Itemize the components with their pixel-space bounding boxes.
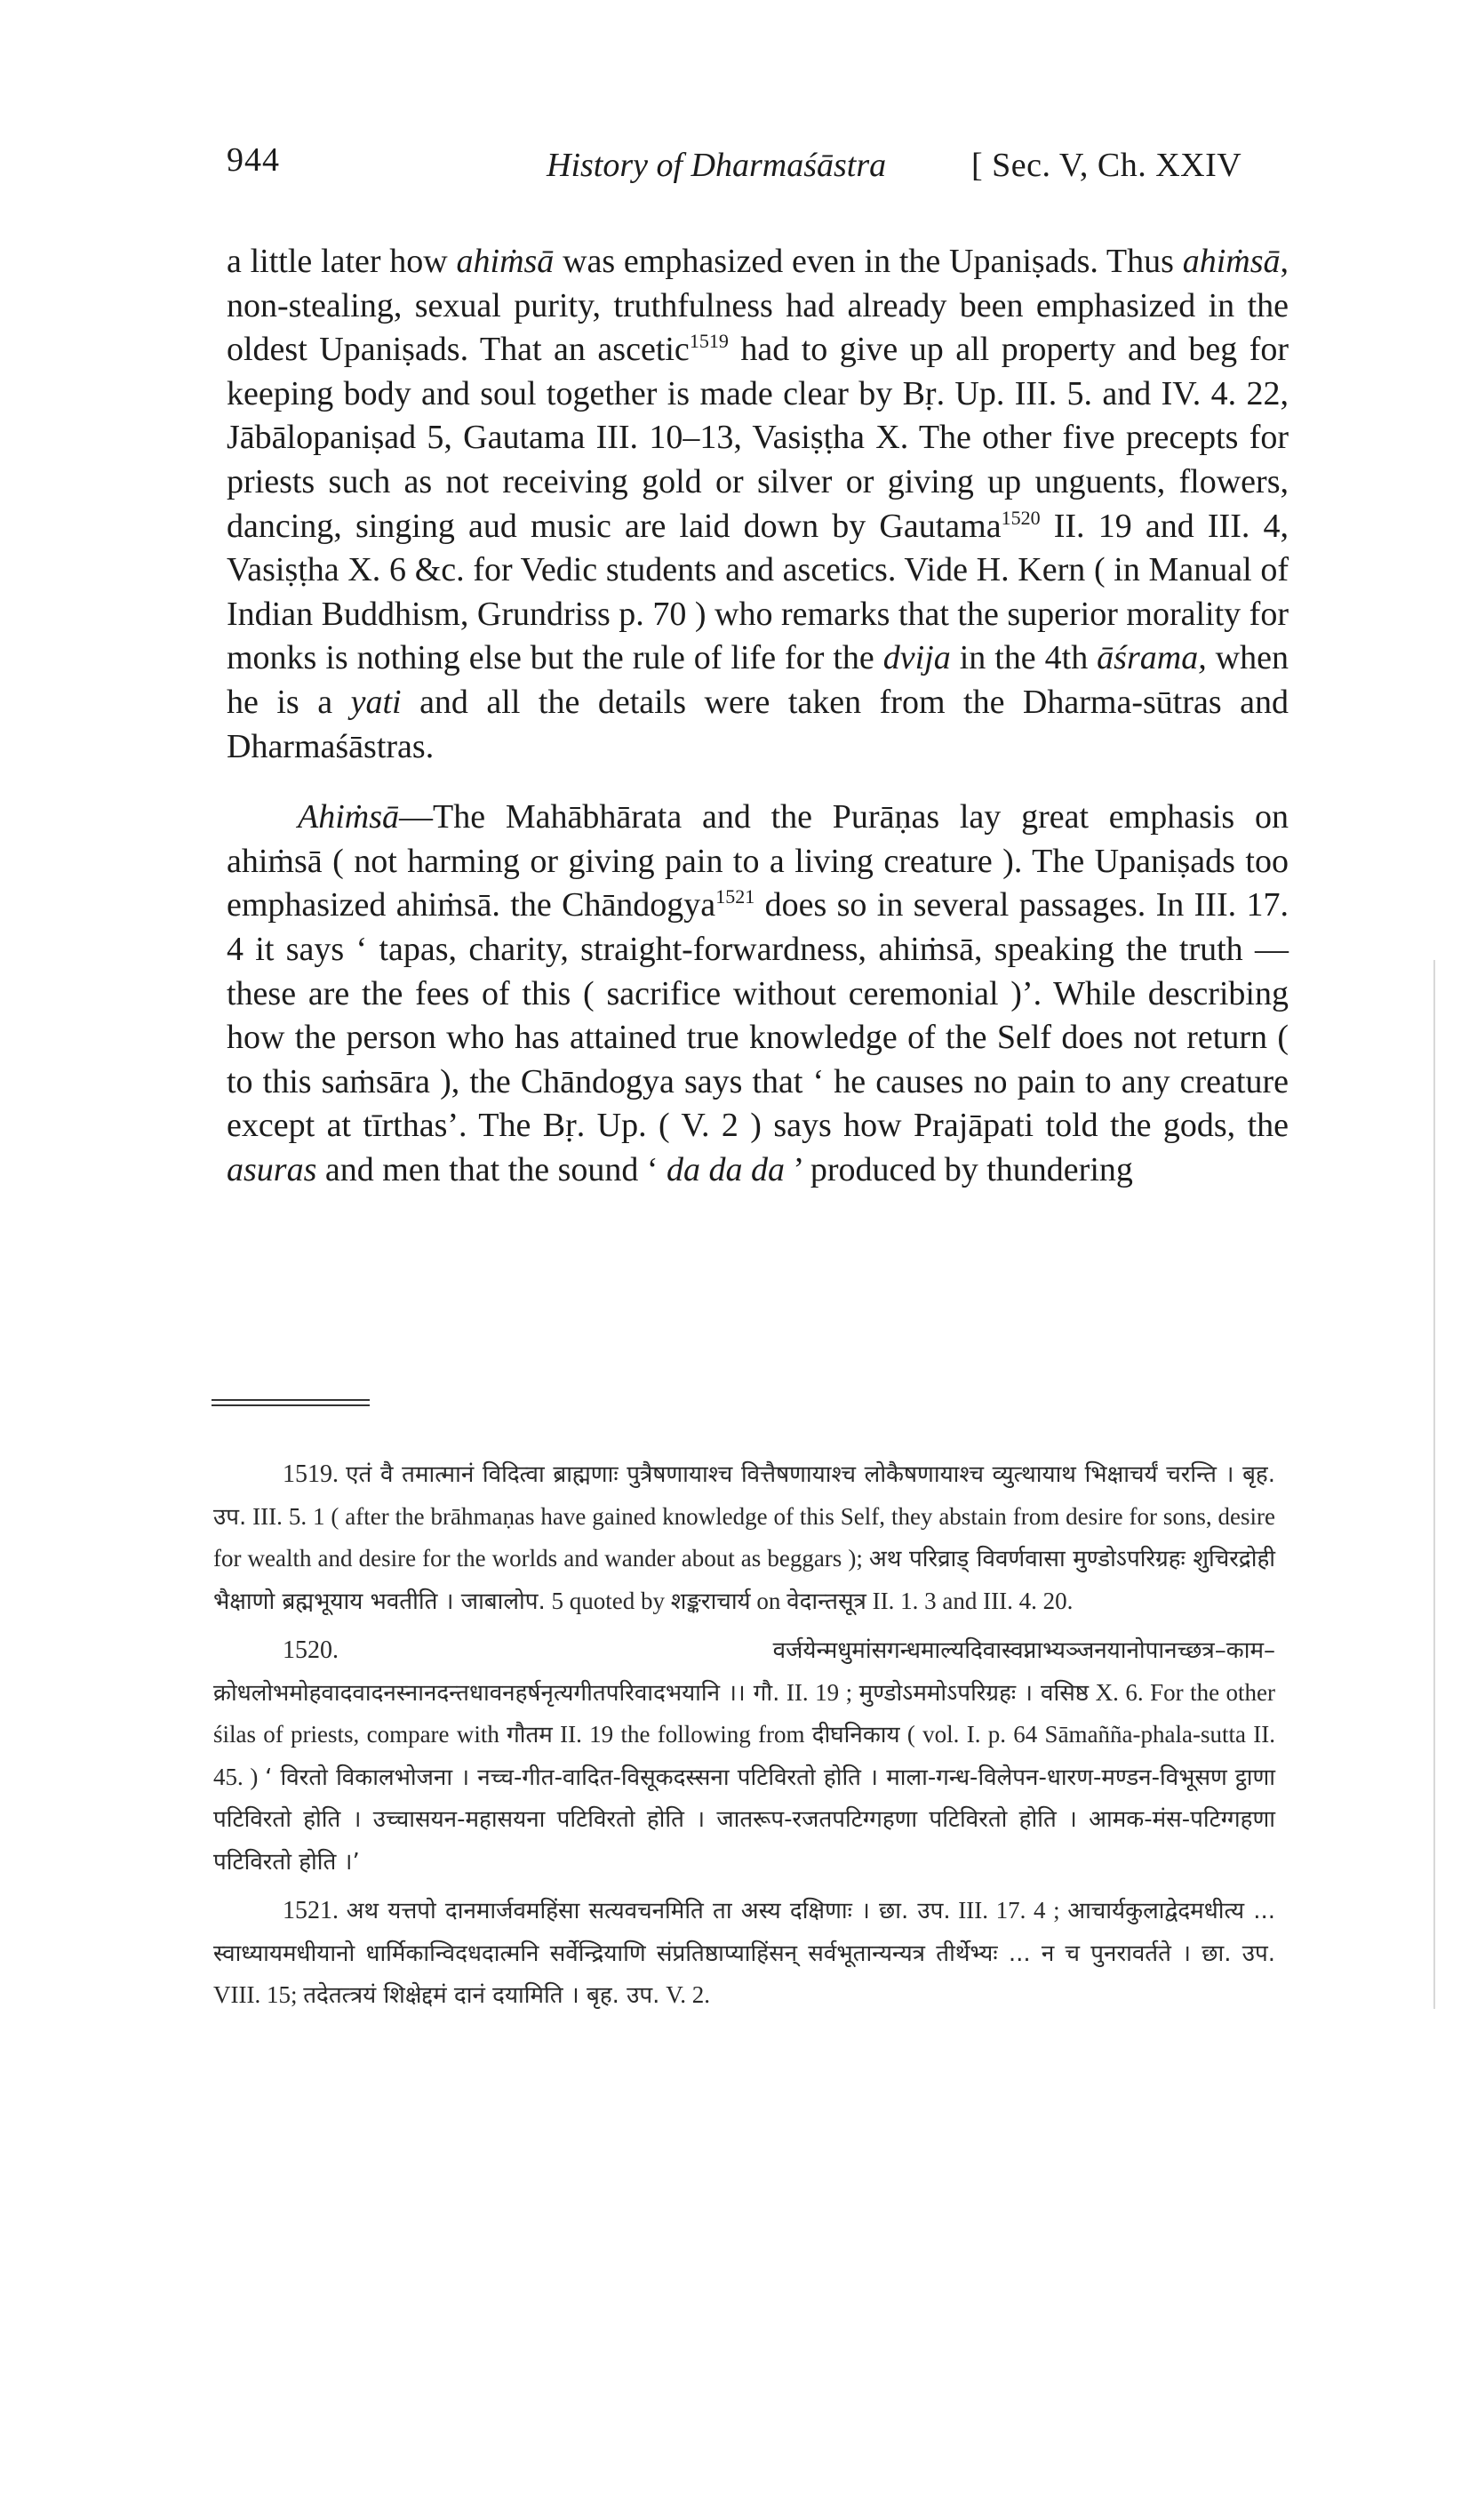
footnote-ref-1521[interactable]: 1521 bbox=[715, 885, 755, 908]
footnote-ref-1519[interactable]: 1519 bbox=[689, 330, 729, 353]
footnotes bbox=[213, 1453, 1275, 2017]
footnote-separator-rule-lower bbox=[212, 1404, 370, 1406]
footnote-separator-rule bbox=[212, 1399, 370, 1401]
footnote-1520: 1520. वर्जयेन्मधुमांसगन्धमाल्यदिवास्वप्नाभ्यञ्जनयानोपानच्छत्र–काम–क्रोधलोभमोहवादवादनस्नानदन्तधावनहर्षनृत्यगीतपरिवादभयानि ।। गौ. II. 19 ; मुण्डोऽममोऽपरिग्रहः । वसिष्ठ X. 6. For the other śilas of priests, compare with गौतम II. 19 the following from दीघनिकाय ( vol. I. p. 64 Sāmañña-phala-sutta II. 45. ) ‘ विरतो विकालभोजना । नच्च-गीत-वादित-विसूकदस्सना पटिविरतो होति । माला-गन्ध-विलेपन-धारण-मण्डन-विभूसण ट्ठाणा पटिविरतो होति । उच्चासयन-महासयना पटिविरतो होति । जातरूप-रजतपटिग्गहणा पटिविरतो होति । आमक-मंस-पटिग्गहणा पटिविरतो होति ।’ bbox=[213, 1636, 1276, 1876]
footnote-1519: 1519. एतं वै तमात्मानं विदित्वा ब्राह्मणाः पुत्रैषणायाश्च वित्तैषणायाश्च लोकैषणायाश्च व्युत्थायाथ भिक्षाचर्यं चरन्ति । बृह. उप. III. 5. 1 ( after the brāhmaṇas have gained knowledge of this Self, they abstain from desire for sons, desire for wealth and desire for the worlds and wander about as beggars ); अथ परिव्राड् विवर्णवासा मुण्डोऽपरिग्रहः शुचिरद्रोही भैक्षाणो ब्रह्मभूयाय भवतीति । जाबालोप. 5 quoted by शङ्कराचार्य on वेदान्तसूत्र II. 1. 3 and III. 4. 20. bbox=[213, 1460, 1276, 1615]
page-number: 944 bbox=[227, 141, 280, 179]
paragraph-ahimsa: Ahiṁsā—The Mahābhārata and the Purāṇas lay great emphasis on ahiṁsā ( not harming or giving pain to a living creature ). The Upaniṣads too emphasized ahiṁsā. the Chāndogya$^{1521}$ does so in several passages. In III. 17. 4 it says ‘ tapas, charity, straight-forwardness, ahiṁsā, speaking the truth — these are the fees of this ( sacrifice without ceremonial )’. While describing how the person who has attained true knowledge of the Self does not return ( to this saṁsāra ), the Chāndogya says that ‘ he causes no pain to any creature except at tīrthas’. The Bṛ. Up. ( V. 2 ) says how Prajāpati told the gods, the asuras and men that the sound ‘ da da da ’ produced by thundering bbox=[227, 798, 1289, 1188]
scan-edge-line bbox=[1433, 960, 1435, 2009]
page-header bbox=[227, 140, 1293, 194]
main-text bbox=[227, 240, 1289, 1192]
section-reference: [ Sec. V, Ch. XXIV bbox=[971, 147, 1242, 184]
footnote-ref-1520[interactable]: 1520 bbox=[1001, 506, 1041, 529]
paragraph-ascetic-precepts: a little later how ahiṁsā was emphasized even in the Upaniṣads. Thus ahiṁsā, non-stealing, sexual purity, truthfulness had already been emphasized in the oldest Upaniṣads. That an ascetic$^{1519}$ had to give up all property and beg for keeping body and soul together is made clear by Bṛ. Up. III. 5. and IV. 4. 22, Jābālopaniṣad 5, Gautama III. 10–13, Vasiṣṭha X. The other five precepts for priests such as not receiving gold or silver or giving up unguents, flowers, dancing, singing aud music are laid down by Gautama$^{1520}$ II. 19 and III. 4, Vasiṣṭha X. 6 &c. for Vedic students and ascetics. Vide H. Kern ( in Manual of Indian Buddhism, Grundriss p. 70 ) who remarks that the superior morality for monks is nothing else but the rule of life for the dvija in the 4th āśrama, when he is a yati and all the details were taken from the Dharma-sūtras and Dharmaśāstras. bbox=[227, 243, 1289, 765]
footnote-1521: 1521. अथ यत्तपो दानमार्जवमहिंसा सत्यवचनमिति ता अस्य दक्षिणाः । छा. उप. III. 17. 4 ; आचार्यकुलाद्वेदमधीत्य ... स्वाध्यायमधीयानो धार्मिकान्विदधदात्मनि सर्वेन्द्रियाणि संप्रतिष्ठाप्याहिंसन् सर्वभूतान्यन्यत्र तीर्थेभ्यः ... न च पुनरावर्तते । छा. उप. VIII. 15; तदेतत्त्रयं शिक्षेद्दमं दानं दयामिति । बृह. उप. V. 2. bbox=[213, 1897, 1276, 2009]
running-title: History of Dharmaśāstra bbox=[547, 147, 887, 184]
